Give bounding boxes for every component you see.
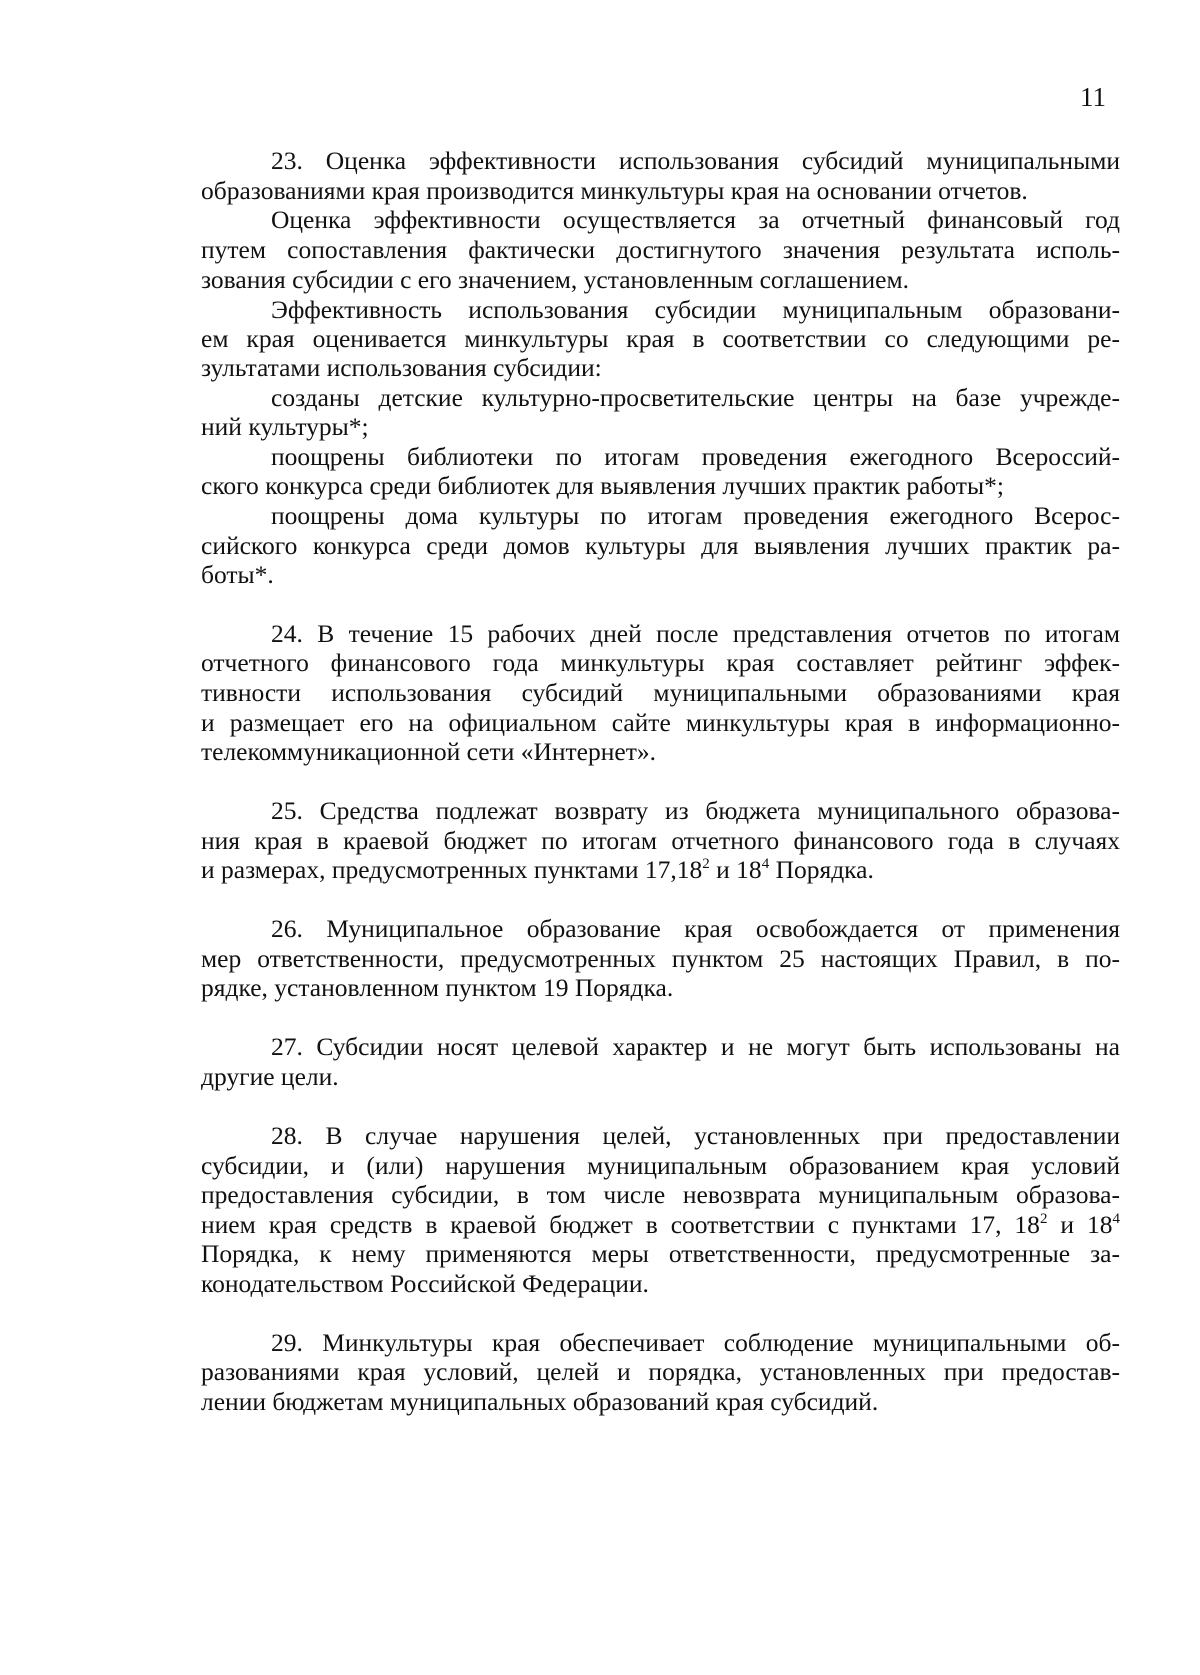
text-line — [201, 1209, 1120, 1240]
text-line: созданы детские культурно-просветительские центры на базе учрежде- — [271, 383, 1120, 412]
text-line: ния края в краевой бюджет по итогам отчетного финансового года в случаях — [201, 826, 1120, 855]
text-line: телекоммуникационной сети «Интернет». — [201, 737, 656, 766]
text-line: Эффективность использования субсидии муниципальным образовани- — [271, 295, 1120, 324]
text-run: и размерах, предусмотренных пунктами 17,18 — [201, 855, 703, 884]
text-line: другие цели. — [201, 1062, 339, 1091]
text-line: боты*. — [201, 560, 274, 589]
text-run: и 18 — [1047, 1210, 1113, 1239]
text-line: 26. Муниципальное образование края освобождается от применения — [271, 914, 1120, 943]
text-line: тивности использования субсидий муниципальными образованиями края — [201, 678, 1120, 707]
text-line: конодательством Российской Федерации. — [201, 1269, 649, 1298]
text-line: 28. В случае нарушения целей, установленных при предоставлении — [271, 1121, 1120, 1150]
text-line — [201, 854, 1120, 885]
text-line: поощрены библиотеки по итогам проведения ежегодного Всероссий- — [271, 442, 1120, 471]
superscript: 4 — [761, 856, 770, 872]
page-number: 11 — [1080, 82, 1106, 112]
text-line: ем края оценивается минкультуры края в соответствии со следующими ре- — [201, 324, 1120, 353]
text-line: зования субсидии с его значением, установленным соглашением. — [201, 265, 909, 294]
text-line: 25. Средства подлежат возврату из бюджета муниципального образова- — [271, 796, 1120, 825]
text-run: и 18 — [709, 855, 762, 884]
text-line: ского конкурса среди библиотек для выявления лучших практик работы*; — [201, 471, 1004, 500]
text-line: образованиями края производится минкультуры края на основании отчетов. — [201, 176, 1028, 205]
text-line: 24. В течение 15 рабочих дней после представления отчетов по итогам — [271, 619, 1120, 648]
text-line: зультатами использования субсидии: — [201, 353, 602, 382]
text-run: нием края средств в краевой бюджет в соответствии с пунктами 17, 18 — [201, 1210, 1040, 1239]
superscript: 4 — [1112, 1211, 1120, 1227]
text-line: субсидии, и (или) нарушения муниципальным образованием края условий — [201, 1151, 1120, 1180]
text-line: разованиями края условий, целей и порядка, установленных при предостав- — [201, 1357, 1120, 1386]
text-line: поощрены дома культуры по итогам проведения ежегодного Всерос- — [271, 501, 1120, 530]
text-line: 27. Субсидии носят целевой характер и не могут быть использованы на — [271, 1032, 1120, 1061]
superscript: 2 — [1039, 1211, 1048, 1227]
text-line: отчетного финансового года минкультуры края составляет рейтинг эффек- — [201, 648, 1120, 677]
text-line: путем сопоставления фактически достигнутого значения результата исполь- — [201, 235, 1120, 264]
text-line: и размещает его на официальном сайте минкультуры края в информационно- — [201, 708, 1120, 737]
text-line: лении бюджетам муниципальных образований края субсидий. — [201, 1387, 879, 1416]
text-run: Порядка. — [769, 855, 874, 884]
text-line: предоставления субсидии, в том числе невозврата муниципальным образова- — [201, 1180, 1120, 1209]
text-line: рядке, установленном пунктом 19 Порядка. — [201, 973, 674, 1002]
text-line: 29. Минкультуры края обеспечивает соблюдение муниципальными об- — [271, 1328, 1120, 1357]
text-line: Оценка эффективности осуществляется за отчетный финансовый год — [271, 205, 1120, 234]
text-line: 23. Оценка эффективности использования субсидий муниципальными — [271, 146, 1120, 175]
text-line: Порядка, к нему применяются меры ответственности, предусмотренные за- — [201, 1239, 1120, 1268]
text-line: ний культуры*; — [201, 412, 369, 441]
text-line: сийского конкурса среди домов культуры для выявления лучших практик ра- — [201, 531, 1120, 560]
superscript: 2 — [702, 856, 710, 872]
text-line: мер ответственности, предусмотренных пунктом 25 настоящих Правил, в по- — [201, 944, 1120, 973]
